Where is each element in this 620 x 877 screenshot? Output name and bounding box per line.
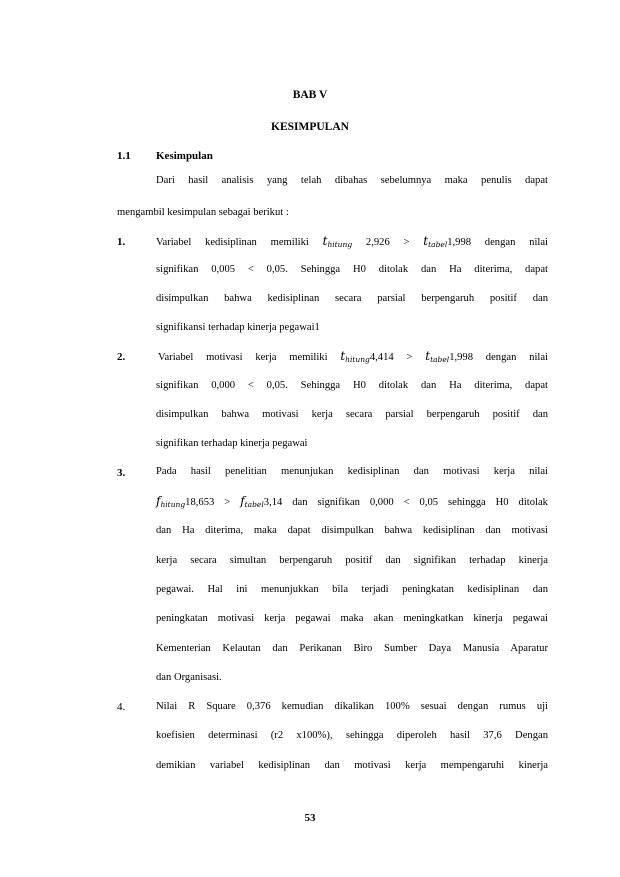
math-symbol: t bbox=[340, 349, 346, 363]
intro-line: Dari hasil analisis yang telah dibahas sebelumnya maka penulis dapat bbox=[156, 175, 548, 186]
list-item-number: 1. bbox=[117, 236, 126, 248]
list-item-line: Pada hasil penelitian menunjukan kedisiplinan dan motivasi kerja nilai bbox=[156, 466, 548, 477]
list-item-line: signifikansi terhadap kinerja pegawai1 bbox=[156, 322, 320, 333]
text-run: 4,414 > bbox=[369, 352, 413, 363]
list-item-line: dan Ha diterima, maka dapat disimpulkan bahwa kedisiplinan dan motivasi bbox=[156, 525, 548, 536]
math-subscript: tabel bbox=[428, 240, 448, 249]
list-item-number: 4. bbox=[117, 701, 126, 713]
list-item-line: signifikan 0,000 < 0,05. Sehingga H0 ditolak dan Ha diterima, dapat bbox=[156, 380, 548, 391]
text-run: Variabel motivasi kerja memiliki bbox=[158, 352, 328, 363]
list-item-line bbox=[156, 234, 548, 249]
math-symbol: f bbox=[156, 494, 161, 508]
list-item-line: Nilai R Square 0,376 kemudian dikalikan 100% sesuai dengan rumus uji bbox=[156, 701, 548, 712]
math-symbol: t bbox=[322, 234, 328, 248]
list-item-line: signifikan terhadap kinerja pegawai bbox=[156, 438, 308, 449]
intro-line: mengambil kesimpulan sebagai berikut : bbox=[117, 207, 289, 218]
list-item-line: kerja secara simultan berpengaruh positif dan signifikan terhadap kinerja bbox=[156, 555, 548, 566]
math-symbol: t bbox=[425, 349, 431, 363]
math-subscript: tabel bbox=[430, 355, 450, 364]
list-item-line: dan Organisasi. bbox=[156, 672, 222, 683]
math-symbol: t bbox=[423, 234, 429, 248]
list-item-line: koefisien determinasi (r2 x100%), sehingga diperoleh hasil 37,6 Dengan bbox=[156, 730, 548, 741]
list-item-line: signifikan 0,005 < 0,05. Sehingga H0 ditolak dan Ha diterima, dapat bbox=[156, 264, 548, 275]
math-subscript: hitung bbox=[327, 240, 353, 249]
math-symbol: f bbox=[240, 494, 245, 508]
list-item-line: peningkatan motivasi kerja pegawai maka akan meningkatkan kinerja pegawai bbox=[156, 613, 548, 624]
math-subscript: tabel bbox=[244, 500, 264, 509]
text-run: 1,998 dengan nilai bbox=[449, 352, 548, 363]
list-item-line bbox=[156, 494, 548, 509]
list-item-number: 3. bbox=[117, 467, 126, 479]
section-number: 1.1 bbox=[117, 150, 131, 162]
section-title: Kesimpulan bbox=[156, 150, 213, 162]
list-item-line: demikian variabel kedisiplinan dan motivasi kerja mempengaruhi kinerja bbox=[156, 760, 548, 771]
list-item-number: 2. bbox=[117, 351, 126, 363]
list-item-line: disimpulkan bahwa motivasi kerja secara parsial berpengaruh positif dan bbox=[156, 409, 548, 420]
list-item-line: pegawai. Hal ini menunjukkan bila terjadi peningkatan kedisiplinan dan bbox=[156, 584, 548, 595]
text-run: Variabel kedisiplinan memiliki bbox=[156, 237, 309, 248]
chapter-label: BAB V bbox=[292, 89, 328, 101]
page-number: 53 bbox=[304, 812, 316, 824]
math-subscript: hitung bbox=[345, 355, 370, 364]
chapter-title: KESIMPULAN bbox=[271, 121, 349, 133]
list-item-line: disimpulkan bahwa kedisiplinan secara parsial berpengaruh positif dan bbox=[156, 293, 548, 304]
text-run: 3,14 dan signifikan 0,000 < 0,05 sehingga H0 ditolak bbox=[263, 497, 548, 508]
text-run: 1,998 dengan nilai bbox=[447, 237, 548, 248]
text-run: 2,926 > bbox=[365, 237, 410, 248]
list-item-line bbox=[158, 349, 548, 364]
text-run: 18,653 > bbox=[185, 497, 231, 508]
math-subscript: hitung bbox=[160, 500, 186, 509]
list-item-line: Kementerian Kelautan dan Perikanan Biro Sumber Daya Manusia Aparatur bbox=[156, 643, 548, 654]
